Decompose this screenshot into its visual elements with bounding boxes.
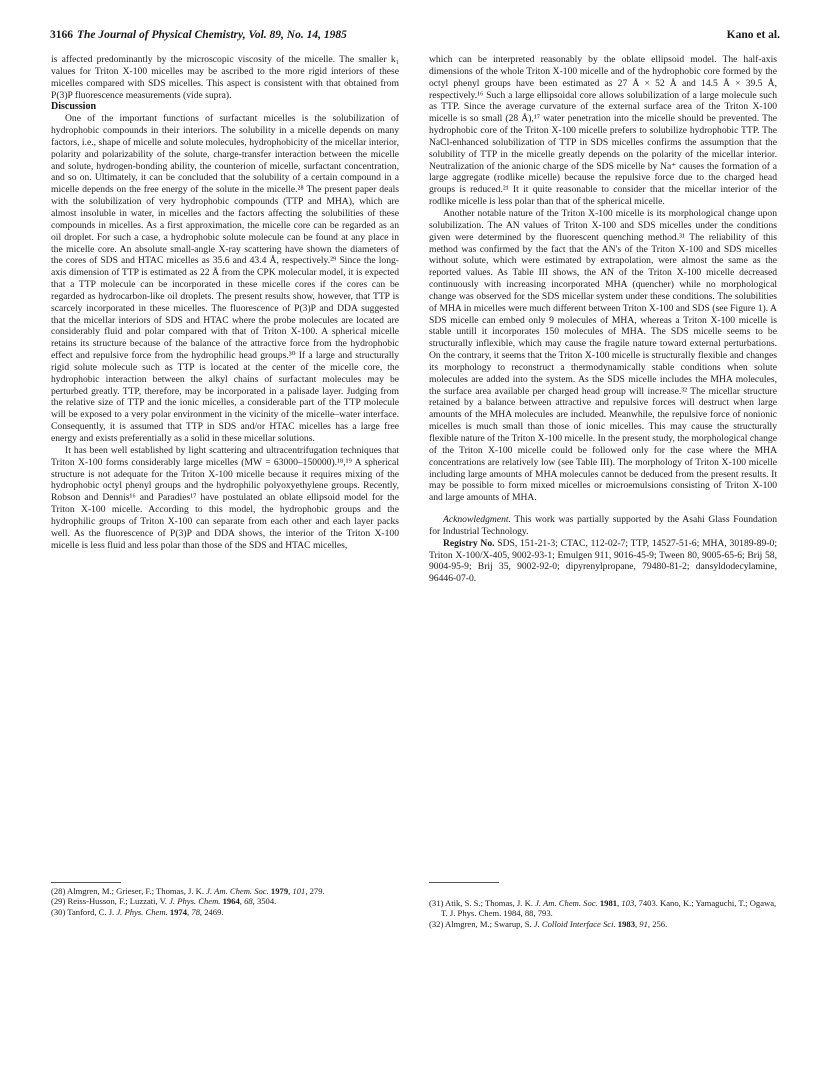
- footnotes-right: [429, 898, 777, 929]
- page-number: 3166: [50, 29, 73, 41]
- footnote: (31) Atik, S. S.; Thomas, J. K. J. Am. Chem. Soc. 1981, 103, 7403. Kano, K.; Yamaguchi, T.; Ogawa, T. J. Phys. Chem. 1984, 88, 793.: [429, 898, 777, 919]
- left-column: [51, 54, 399, 551]
- registry-text: SDS, 151-21-3; CTAC, 112-02-7; TTP, 14527-51-6; MHA, 30189-89-0; Triton X-100/X-405, 9002-93-1; Emulgen 911, 9016-45-9; Tween 80, 9005-65-6; Brij 58, 9004-95-9; Brij 35, 9002-92-0; dipyrenylpropane, 79480-81-2; dansyldodecylamine, 96446-07-0.: [429, 537, 777, 585]
- footnote: (28) Almgren, M.; Grieser, F.; Thomas, J. K. J. Am. Chem. Soc. 1979, 101, 279.: [51, 886, 325, 896]
- paragraph: It has been well established by light scattering and ultracentrifugation techniques that Triton X-100 forms considerably large micelles (MW = 63000–150000).¹⁸,¹⁹ A spherical structure is not adequate for the Triton X-100 micelle because it requires mixing of the hydrophobic octyl phenyl groups and the hydrophilic polyoxyethylene groups. Recently, Robson and Dennis¹⁶ and Paradies¹⁷ have postulated an oblate ellipsoid model for the Triton X-100 micelle. According to this model, the hydrophobic groups and the hydrophilic groups of Triton X-100 can separate from each other and each layer packs well. As the fluorescence of P(3)P and DDA shows, the interior of the Triton X-100 micelle is less fluid and less polar than those of the SDS and HTAC micelles,: [51, 444, 399, 551]
- registry-lead: Registry No.: [443, 537, 495, 549]
- footnotes-left: [51, 886, 399, 917]
- paragraph: One of the important functions of surfactant micelles is the solubilization of hydrophobic compounds in their interiors. The solubility in a micelle depends on many factors, i.e., shape of micelle and solute molecules, hydrophobicity of the micellar interior, polarity and polarizability of the solute, charge-transfer interaction between the micelle and solute, hydrogen-bonding ability, the counterion of micelle, surfactant concentration, and so on. Ultimately, it can be concluded that the solubility of a certain compound in a micelle depends on the free energy of the solute in the micelle.²⁸ The present paper deals with the solubilization of very hydrophobic compounds (TTP and MHA), which are almost insoluble in water, in micelles and the factors affecting the solubilities of these compounds in micelles. As a first approximation, the micelle core can be regarded as an oil droplet. For such a case, a hydrophobic solute molecule can be found at any place in the micelle core. An absolute small-angle X-ray scattering have shown the diameters of the cores of SDS and HTAC micelles as 35.6 and 43.4 Å, respectively.²⁹ Since the long-axis dimension of TTP is estimated as 22 Å from the CPK molecular model, it is expected that a TTP molecule can be incorporated in these micelle cores if the cores can be regarded as hydrocarbon-like oil droplets. The present results show, however, that TTP is scarcely incorporated in these micelles. The fluorescence of P(3)P and DDA suggested that the micellar interiors of SDS and HTAC where the probe molecules are located are considerably fluid and polar compared with that of Triton X-100. A spherical micelle retains its structure because of the balance of the attractive force from the hydrophobic effect and repulsive force from the hydrophilic head groups.³⁰ If a large and structurally rigid solute molecule such as TTP is located at the center of the micelle core, the hydrophobic interaction between the alkyl chains of surfactant molecules may be perturbed greatly. TTP, therefore, may be incorporated in a palisade layer. Judging from the relative size of TTP and the ionic micelles, a considerable part of the TTP molecule will be exposed to a very polar environment in the vicinity of the micelle–water interface. Consequently, it is assumed that TTP in SDS and/or HTAC micelles has a large free energy and exists preferentially as a solid in these micellar solutions.: [51, 113, 399, 444]
- running-author: Kano et al.: [726, 29, 780, 41]
- acknowledgment: [429, 514, 777, 538]
- footnote: (29) Reiss-Husson, F.; Luzzati, V. J. Phys. Chem. 1964, 68, 3504.: [51, 896, 277, 907]
- acknowledgment-lead: Acknowledgment.: [443, 514, 511, 526]
- acknowledgment-text: This work was partially supported by the Asahi Glass Foundation for Industrial Technology.: [429, 514, 777, 537]
- paragraph: which can be interpreted reasonably by the oblate ellipsoid model. The half-axis dimensions of the whole Triton X-100 micelle and of the hydrophobic core formed by the octyl phenyl groups have been estimated as 27 Å × 52 Å and 14.5 Å × 39.5 Å, respectively.¹⁶ Such a large ellipsoidal core allows solubilization of a large molecule such as TTP. Since the average curvature of the external surface area of the Triton X-100 micelle is so small (28 Å),¹⁷ water penetration into the micelle should be prevented. The hydrophobic core of the Triton X-100 micelle prefers to solubilize hydrophobic TTP. The NaCl-enhanced solubilization of TTP in SDS micelles confirms the assumption that the solubility of TTP in the micelle greatly depends on the polarity of the micellar interior. Neutralization of the anionic charge of the SDS micelle by Na⁺ causes the formation of a large aggregate (rodlike micelle) because the repulsive force due to the charged head groups is reduced.²¹ It it quite reasonable to consider that the micellar interior of the rodlike micelle is less polar than that of the spherical micelle.: [429, 54, 777, 208]
- journal-citation: The Journal of Physical Chemistry, Vol. 89, No. 14, 1985: [77, 29, 347, 41]
- section-heading-discussion: Discussion: [51, 101, 97, 113]
- footnote: (30) Tanford, C. J. J. Phys. Chem. 1974, 78, 2469.: [51, 906, 224, 917]
- right-column: [429, 54, 777, 585]
- footnote: (32) Almgren, M.; Swarup, S. J. Colloid Interface Sci. 1983, 91, 256.: [429, 918, 668, 929]
- footnote-rule: [51, 882, 121, 883]
- registry-numbers: [429, 538, 777, 585]
- footnote-rule: [429, 882, 499, 883]
- paragraph: is affected predominantly by the microscopic viscosity of the micelle. The smaller k₁ values for Triton X-100 micelles may be ascribed to the more rigid interiors of these micelles compared with SDS micelles. This aspect is consistent with that obtained from P(3)P fluorescence measurements (vide supra).: [51, 54, 399, 101]
- paragraph: Another notable nature of the Triton X-100 micelle is its morphological change upon solubilization. The AN values of Triton X-100 and SDS micelles under the conditions given were determined by the fluorescent quenching method.³¹ The reliability of this method was confirmed by the fact that the AN's of the Triton X-100 and SDS micelles without solute, which were estimated by extrapolation, were almost the same as the reported values. As Table III shows, the AN of the Triton X-100 micelle decreased continuously with increasing incorporated MHA (quencher) while no morphological change was observed for the SDS micellar system under these conditions. The solubilities of MHA in micelles were much different between Triton X-100 and SDS (see Figure 1). A SDS micelle can embed only 9 molecules of MHA, whereas a Triton X-100 micelle is stable untill it incorporates 150 molecules of MHA. The SDS micelle seems to be structurally inflexible, which may cause the fragile nature toward external perturbations. On the contrary, it seems that the Triton X-100 micelle is structurally flexible and changes its morphology to reconstruct a thermodynamically stable conditions when solute molecules are added into the system. As the SDS micelle includes the MHA molecules, the surface area available per charged head group will increase.³² The micellar structure retained by a balance between attractive and repulsive forces will destruct when large amounts of the MHA molecules are included. Meanwhile, the repulsive force of nonionic micelles is much small than those of ionic micelles. This may cause the structurally flexible nature of the Triton X-100 micelle. In the present study, the morphological change of the Triton X-100 micelle could be followed only for the case where the MHA concentrations are relatively low (see Table III). The morphology of Triton X-100 micelle including large amounts of MHA molecules cannot be deduced from the present results. It may be possible to form mixed micelles or microemulsions consisting of Triton X-100 and large amounts of MHA.: [429, 207, 777, 504]
- page-header: [50, 29, 780, 45]
